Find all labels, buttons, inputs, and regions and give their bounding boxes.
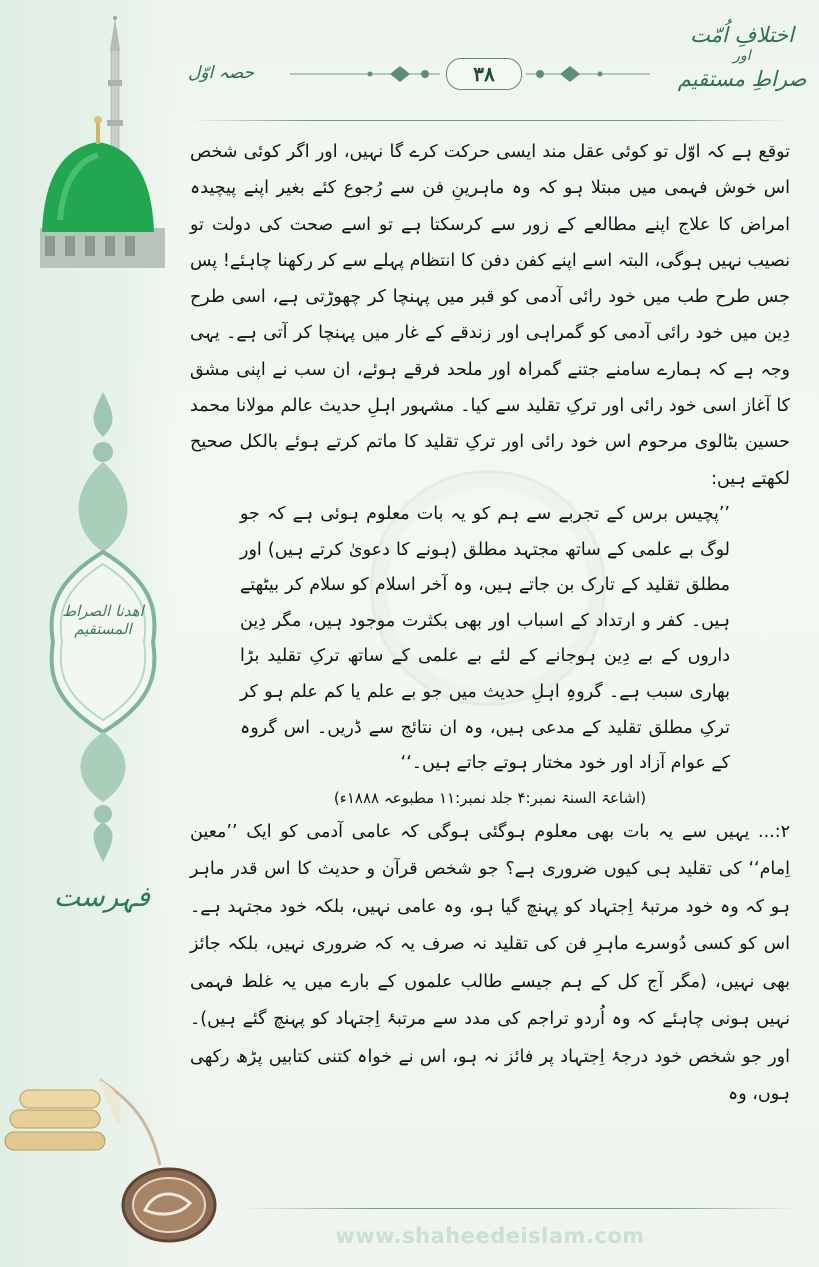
book-title-line1: اختلافِ اُمّت bbox=[690, 23, 794, 47]
scrolls-quill-image bbox=[0, 1070, 165, 1170]
quote-citation: (اشاعۃ السنۃ نمبر:۴ جلد نمبر:۱۱ مطبوعہ ۱۸۸۸ء) bbox=[333, 788, 647, 807]
page-content bbox=[190, 134, 790, 1114]
book-title bbox=[672, 22, 812, 92]
header-divider bbox=[190, 120, 790, 121]
left-decorative-panel bbox=[0, 0, 175, 1267]
footer-divider bbox=[240, 1208, 800, 1209]
index-link[interactable]: فہرست bbox=[53, 880, 150, 913]
green-dome-image bbox=[20, 10, 170, 290]
body-paragraph-2: ۲:... یہیں سے یہ بات بھی معلوم ہوگئی ہوگی کہ عامی آدمی کو ایک ’’معین اِمام‘‘ کی تقلید ہی کیوں ضروری ہے؟ جو شخص قرآن و حدیث کا اس قدر ماہر ہو کہ وہ خود مرتبۂ اِجتہاد کو پہنچ گیا ہو، وہ عامی نہیں، بلکہ خود مجتہد ہے۔ اس کو کسی دُوسرے ماہرِ فن کی تقلید نہ صرف یہ کہ ضروری نہیں، بلکہ جائز بھی نہیں، (مگر آج کل کے ہم جیسے طالب علموں کے بارے میں یہ غلط فہمی نہیں ہونی چاہئے کہ وہ اُردو تراجم کی مدد سے مرتبۂ اِجتہاد کو پہنچ گئے ہیں)۔ اور جو شخص خود درجۂ اِجتہاد پر فائز نہ ہو، اس نے خواہ کتنی کتابیں پڑھ رکھی ہوں، وہ bbox=[190, 821, 790, 1105]
shaheed-e-islam-seal bbox=[120, 1165, 218, 1245]
block-quote: ’’پچیس برس کے تجربے سے ہم کو یہ بات معلوم ہوئی ہے کہ جو لوگ بے علمی کے ساتھ مجتہد مطلق (ہونے کا دعویٰ کرتے ہیں) اور مطلق تقلید کے تارک بن جاتے ہیں، وہ آخر اسلام کو سلام کر بیٹھتے ہیں۔ کفر و ارتداد کے اسباب اور بھی بکثرت موجود ہیں، مگر دِین داروں کے بے دِین ہوجانے کے لئے بے علمی کے ساتھ ترکِ تقلید بڑا بھاری سبب ہے۔ گروہِ اہلِ حدیث میں جو بے علم یا کم علم ہو کر ترکِ مطلق تقلید کے مدعی ہیں، وہ ان نتائج سے ڈریں۔ اس گروہ کے عوام آزاد اور خود مختار ہوتے جاتے ہیں۔‘‘ bbox=[240, 503, 730, 774]
ornamental-frame bbox=[48, 392, 158, 862]
page-number: ۳۸ bbox=[446, 58, 522, 90]
body-paragraph-1: توقع ہے کہ اوّل تو کوئی عقل مند ایسی حرکت کرے گا نہیں، اور اگر کوئی شخص اس خوش فہمی میں مبتلا ہو کہ وہ ماہرینِ فن سے رُجوع کئے بغیر اپنے پیچیدہ امراض کا علاج اپنے مطالعے کے زور سے کرسکتا ہے تو اسے صحت کی دولت تو نصیب نہیں ہوگی، البتہ اسے اپنے کفن دفن کا انتظام پہلے سے کر رکھنا چاہئے! پس جس طرح طب میں خود رائی آدمی کو قبر میں پہنچا کر چھوڑتی ہے، اسی طرح دِین میں خود رائی آدمی کو گمراہی اور زندقے کے غار میں پہنچا کر آتی ہے۔ یہی وجہ ہے کہ ہمارے سامنے جتنے گمراہ اور ملحد فرقے ہوئے، ان سب نے اپنی مشق کا آغاز اسی خود رائی اور ترکِ تقلید سے کیا۔ مشہور اہلِ حدیث عالم مولانا محمد حسین بٹالوی مرحوم اس خود رائی اور ترکِ تقلید کا ماتم کرتے ہوئے بالکل صحیح لکھتے ہیں: bbox=[190, 142, 790, 489]
book-title-line3: صراطِ مستقیم bbox=[677, 66, 807, 91]
section-label: حصہ اوّل bbox=[188, 63, 254, 83]
website-link[interactable]: www.shaheedeislam.com bbox=[335, 1224, 645, 1248]
frame-calligraphy: اهدنا الصراط المستقیم bbox=[62, 602, 144, 638]
book-title-line2: اور bbox=[733, 48, 751, 65]
